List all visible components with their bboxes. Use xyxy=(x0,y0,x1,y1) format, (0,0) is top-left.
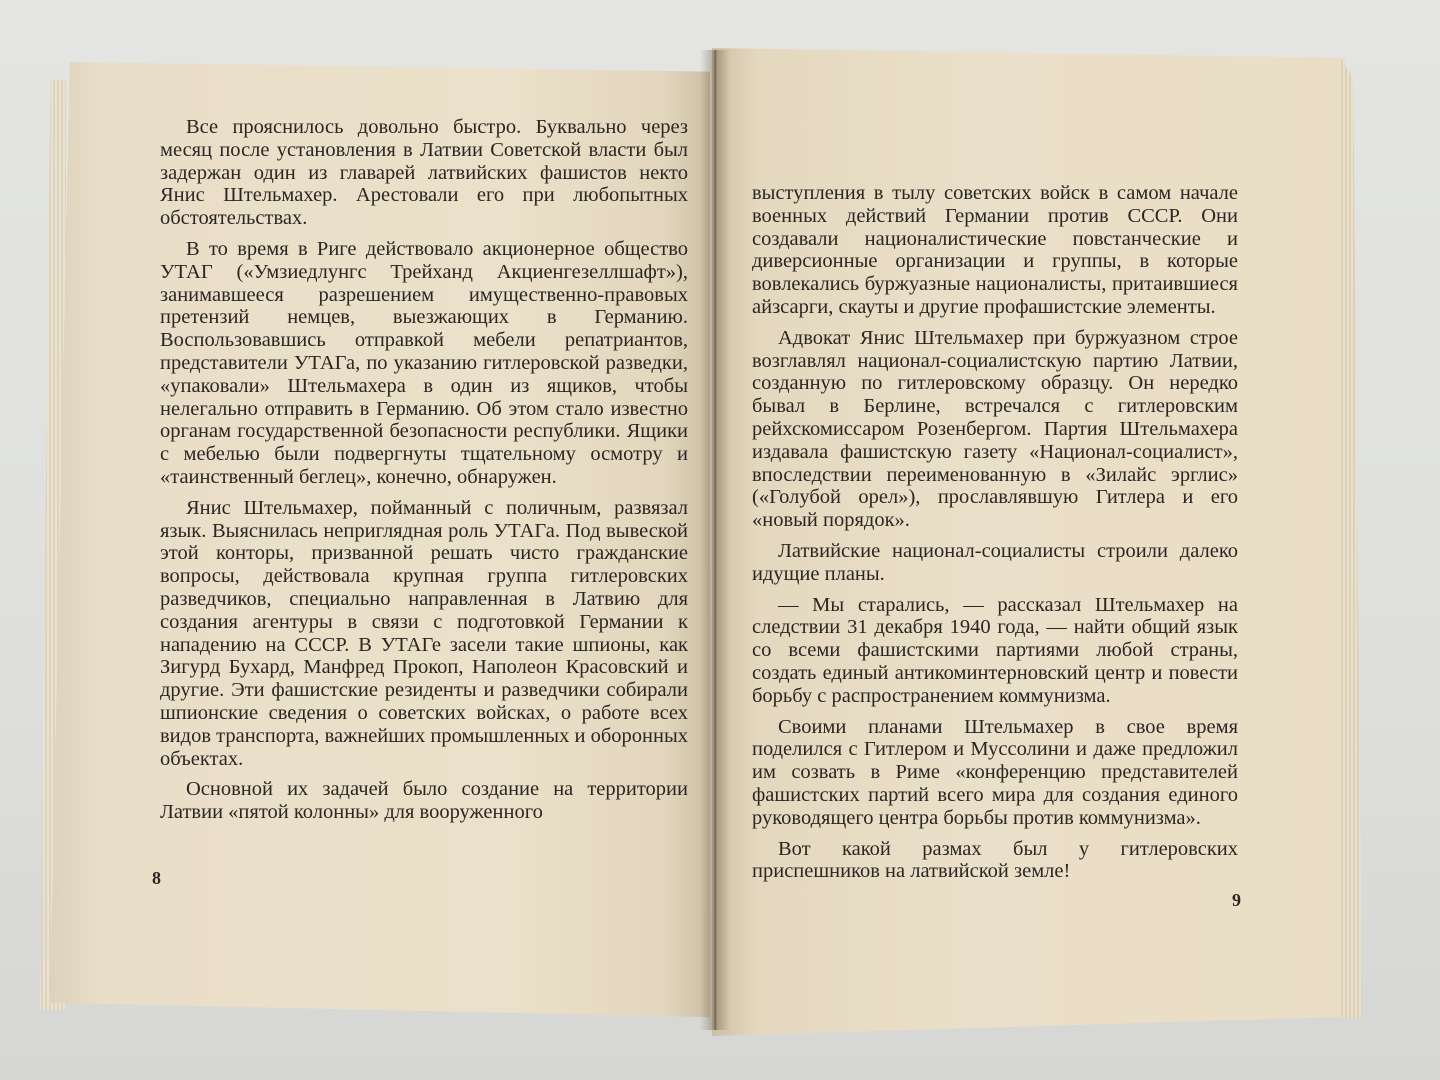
paragraph: Своими планами Штельмахер в свое время поделился с Гитлером и Муссолини и даже предложил им созвать в Риме «конференцию представителей фашистских партий всего мира для создания единого руководящего центра борьбы против коммунизма». xyxy=(752,715,1238,829)
page-number-left: 8 xyxy=(152,868,161,888)
paragraph: — Мы старались, — рассказал Штельмахер на следствии 31 декабря 1940 года, — найти общий язык со всеми фашистскими партиями любой страны, создать единый антикоминтерновский центр и повести борьбу с распространением коммунизма. xyxy=(752,593,1238,707)
paragraph: Янис Штельмахер, пойманный с поличным, развязал язык. Выяснилась неприглядная роль УТАГа. Под вывеской этой конторы, призванной решать чисто гражданские вопросы, действовала крупная группа гитлеровских разведчиков, специально направленная в Латвию для создания агентуры в связи с подготовкой Германии к нападению на СССР. В УТАГе засели такие шпионы, как Зигурд Бухард, Манфред Прокоп, Наполеон Красовский и другие. Эти фашистские резиденты и разведчики собирали шпионские сведения о советских войсках, о работе всех видов транспорта, важнейших промышленных и оборонных объектах. xyxy=(160,496,688,770)
right-page-text xyxy=(752,182,1238,891)
book-gutter xyxy=(700,50,730,1030)
right-page-edges xyxy=(1340,58,1362,1018)
paragraph: В то время в Риге действовало акционерное общество УТАГ («Умзиедлунгс Трейханд Акциенгезеллшафт»), занимавшееся разрешением имущественно-правовых претензий немцев, выезжающих в Германию. Воспользовавшись отправкой мебели репатриантов, представители УТАГа, по указанию гитлеровской разведки, «упаковали» Штельмахера в один из ящиков, чтобы нелегально отправить в Германию. Об этом стало известно органам государственной безопасности республики. Ящики с мебелью были подвергнуты тщательному осмотру и «таинственный беглец», конечно, обнаружен. xyxy=(160,237,688,488)
paragraph: Вот какой размах был у гитлеровских приспешников на латвийской земле! xyxy=(752,837,1238,883)
paragraph: Латвийские национал-социалисты строили далеко идущие планы. xyxy=(752,539,1238,585)
paragraph: Все прояснилось довольно быстро. Буквально через месяц после установления в Латвии Советской власти был задержан один из главарей латвийских фашистов некто Янис Штельмахер. Арестовали его при любопытных обстоятельствах. xyxy=(160,116,688,230)
paragraph: Основной их задачей было создание на территории Латвии «пятой колонны» для вооруженного xyxy=(160,778,688,824)
paragraph: Адвокат Янис Штельмахер при буржуазном строе возглавлял национал-социалистскую партию Латвии, созданную по гитлеровскому образцу. Он нередко бывал в Берлине, встречался с гитлеровским рейхскомиссаром Розенбергом. Партия Штельмахера издавала фашистскую газету «Национал-социалист», впоследствии переименованную в «Зилайс эрглис» («Голубой орел»), прославлявшую Гитлера и его «новый порядок». xyxy=(752,326,1238,532)
page-number-right: 9 xyxy=(1232,890,1241,910)
paragraph: выступления в тылу советских войск в самом начале военных действий Германии против СССР. Они создавали националистические повстанческие и диверсионные организации и группы, в которые вовлекались буржуазные националисты, притаившиеся айзсарги, скауты и другие профашистские элементы. xyxy=(752,182,1238,318)
left-page-text xyxy=(160,116,688,832)
